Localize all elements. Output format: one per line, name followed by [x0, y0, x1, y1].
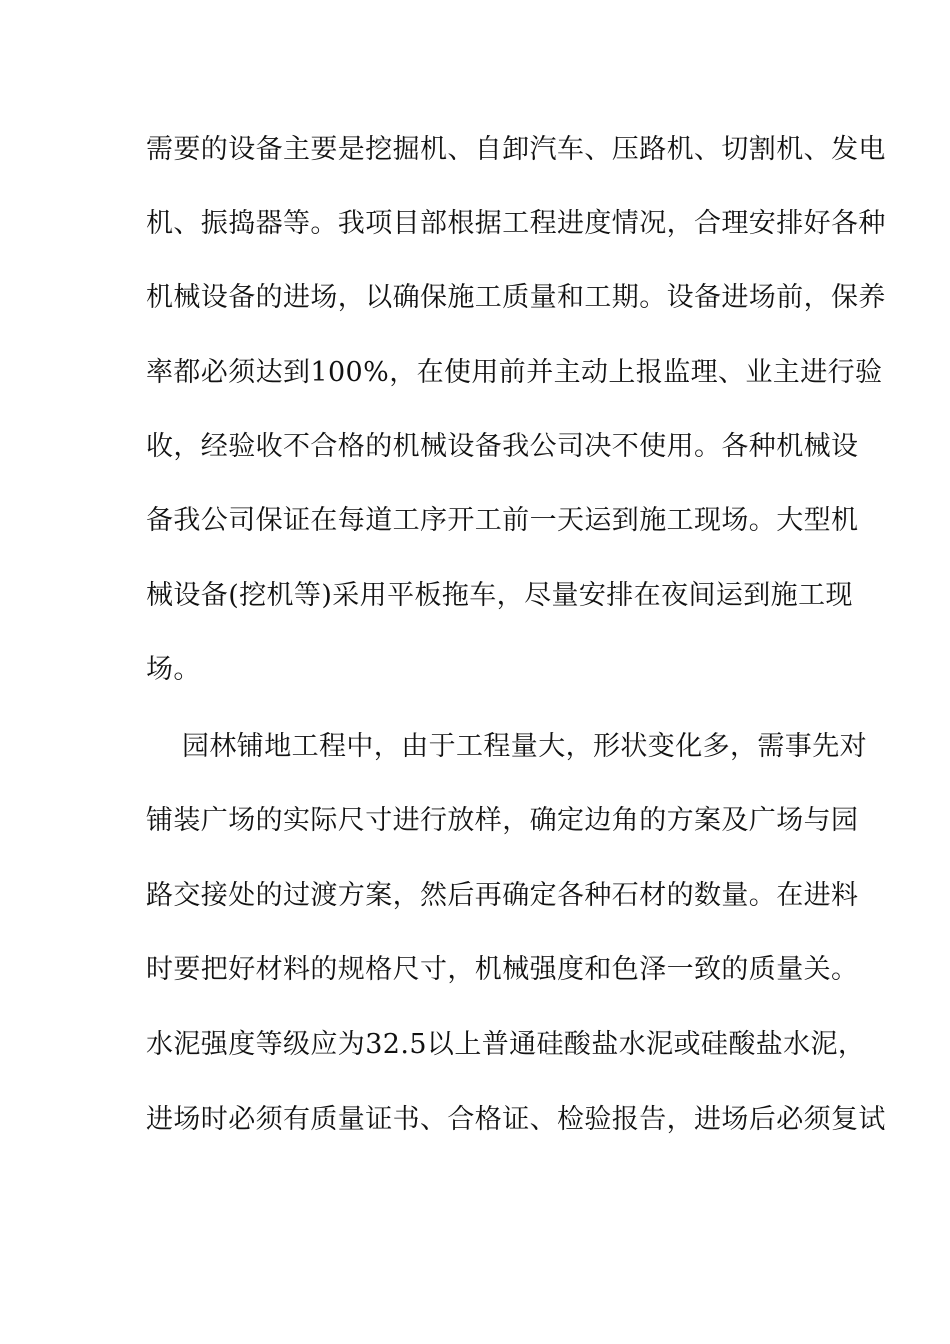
text-line: 进场时必须有质量证书、合格证、检验报告，进场后必须复试 [146, 1104, 886, 1135]
text-line: 率都必须达到100%，在使用前并主动上报监理、业主进行验 [146, 357, 883, 388]
text-line: 械设备(挖机等)采用平板拖车，尽量安排在夜间运到施工现 [146, 580, 853, 611]
text-line: 场。 [146, 654, 201, 685]
text-line: 时要把好材料的规格尺寸，机械强度和色泽一致的质量关。 [146, 954, 859, 985]
text-line: 备我公司保证在每道工序开工前一天运到施工现场。大型机 [146, 505, 859, 536]
text-line: 机械设备的进场，以确保施工质量和工期。设备进场前，保养 [146, 282, 886, 313]
text-line: 需要的设备主要是挖掘机、自卸汽车、压路机、切割机、发电 [146, 134, 886, 165]
text-line: 路交接处的过渡方案，然后再确定各种石材的数量。在进料 [146, 880, 859, 911]
text-line: 水泥强度等级应为32.5以上普通硅酸盐水泥或硅酸盐水泥， [146, 1029, 866, 1060]
text-line: 收，经验收不合格的机械设备我公司决不使用。各种机械设 [146, 431, 859, 462]
text-line: 机、振捣器等。我项目部根据工程进度情况，合理安排好各种 [146, 208, 886, 239]
text-line: 园林铺地工程中，由于工程量大，形状变化多，需事先对 [182, 731, 867, 762]
text-line: 铺装广场的实际尺寸进行放样，确定边角的方案及广场与园 [146, 805, 859, 836]
